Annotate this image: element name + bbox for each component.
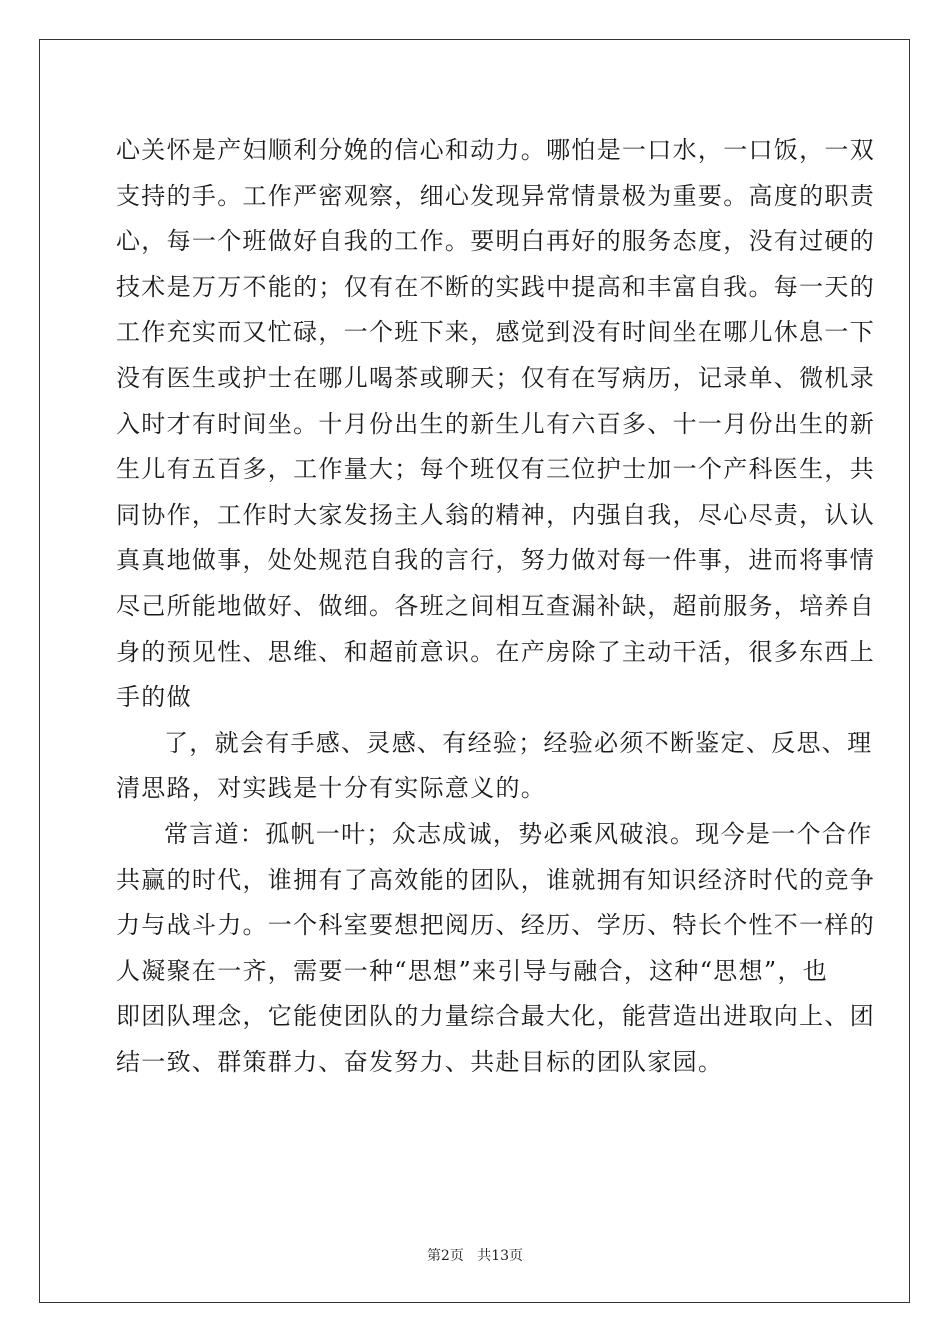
text-line: 心，每一个班做好自我的工作。要明白再好的服务态度，没有过硬的: [116, 227, 875, 256]
text-line: 身的预见性、思维、和超前意识。在产房除了主动干活，很多东西上: [116, 637, 875, 666]
text-line: 人凝聚在一齐，需要一种“思想”来引导与融合，这种“思想”，也: [116, 956, 829, 985]
text-line: 没有医生或护士在哪儿喝茶或聊天；仅有在写病历，记录单、微机录: [116, 363, 875, 392]
paragraph-start-line: 常言道：孤帆一叶；众志成诚，势必乘风破浪。现今是一个合作: [164, 819, 873, 848]
text-line: 尽己所能地做好、做细。各班之间相互查漏补缺，超前服务，培养自: [116, 591, 875, 620]
page-footer: [0, 1248, 950, 1264]
text-line: 入时才有时间坐。十月份出生的新生儿有六百多、十一月份出生的新: [116, 409, 875, 438]
text-line: 支持的手。工作严密观察，细心发现异常情景极为重要。高度的职责: [116, 181, 875, 210]
page-number: 第2页: [426, 1248, 464, 1264]
page-total: 共13页: [477, 1248, 524, 1264]
paragraph-start-line: 了，就会有手感、灵感、有经验；经验必须不断鉴定、反思、理: [164, 728, 873, 757]
text-line: 共赢的时代，谁拥有了高效能的团队，谁就拥有知识经济时代的竞争: [116, 865, 875, 894]
text-line: 真真地做事，处处规范自我的言行，努力做对每一件事，进而将事情: [116, 546, 875, 575]
text-line: 结一致、群策群力、奋发努力、共赴目标的团队家园。: [116, 1047, 724, 1076]
text-line: 心关怀是产妇顺利分娩的信心和动力。哪怕是一口水，一口饭，一双: [116, 136, 875, 164]
text-line: 工作充实而又忙碌，一个班下来，感觉到没有时间坐在哪儿休息一下: [116, 318, 875, 347]
text-line: 手的做: [116, 683, 192, 712]
text-line: 即团队理念，它能使团队的力量综合最大化，能营造出进取向上、团: [116, 1002, 875, 1031]
text-line: 生儿有五百多，工作量大；每个班仅有三位护士加一个产科医生，共: [116, 455, 875, 484]
body-text: [116, 128, 875, 1085]
text-line: 同协作，工作时大家发扬主人翁的精神，内强自我，尽心尽责，认认: [116, 500, 875, 529]
text-line: 清思路，对实践是十分有实际意义的。: [116, 774, 547, 803]
text-line: 技术是万万不能的；仅有在不断的实践中提高和丰富自我。每一天的: [116, 272, 875, 301]
text-line: 力与战斗力。一个科室要想把阅历、经历、学历、特长个性不一样的: [116, 911, 875, 940]
